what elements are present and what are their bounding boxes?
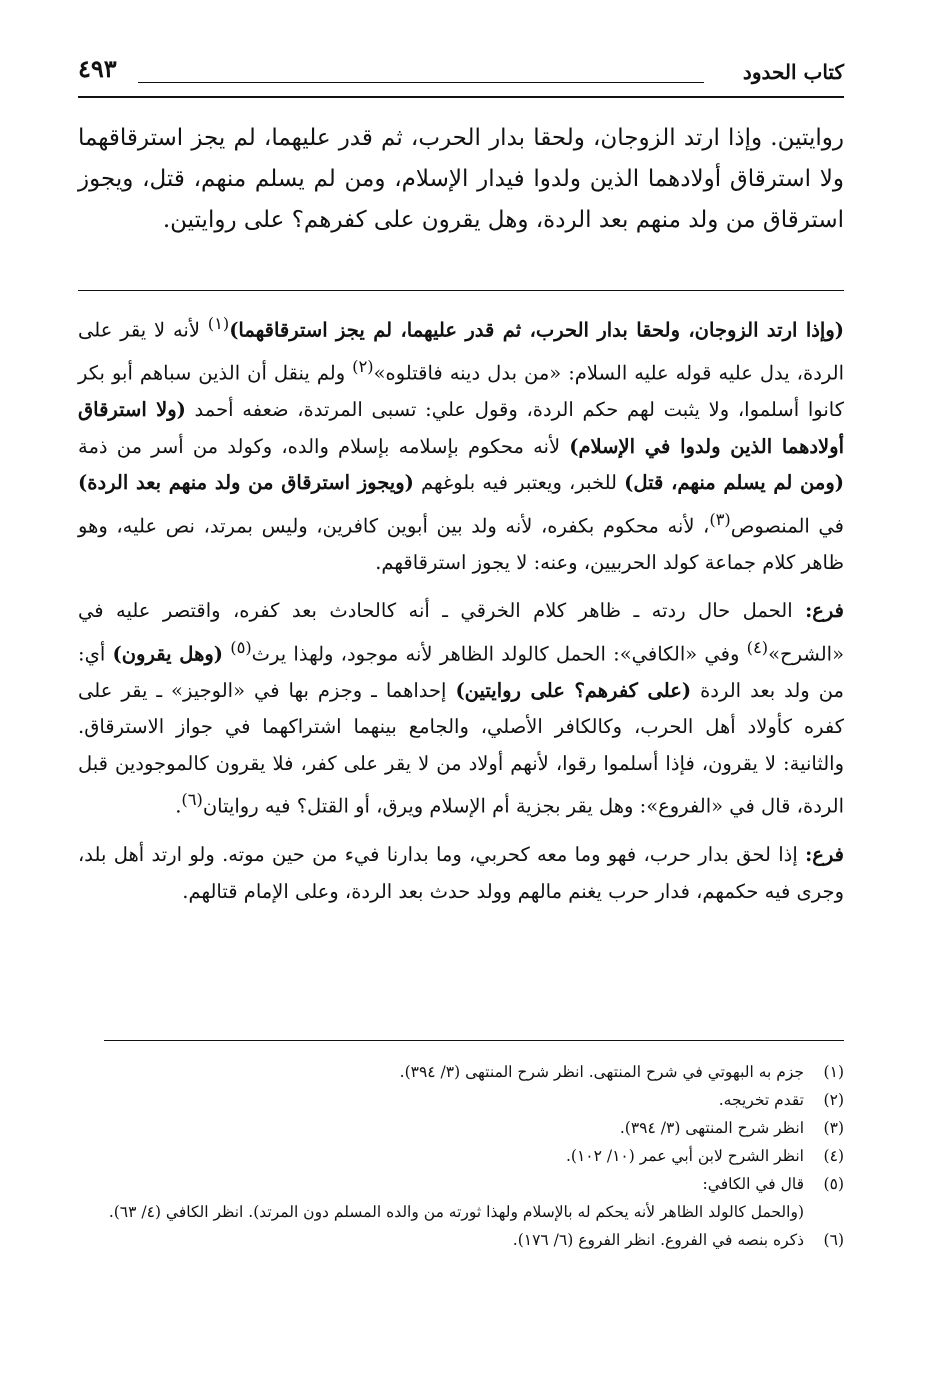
footnote-text: تقدم تخريجه. [718, 1091, 804, 1109]
running-title: كتاب الحدود [742, 60, 844, 84]
footnote-number: (٤) [823, 1147, 844, 1165]
page-number: ٤٩٣ [78, 54, 117, 83]
header-leader-line [138, 82, 704, 83]
quoted-matn: (وهل يقرون) [112, 642, 224, 665]
commentary-text: للخبر، ويعتبر فيه بلوغهم [413, 471, 625, 494]
footnote-continuation: (والحمل كالولد الظاهر لأنه يحكم له بالإسلام ولهذا ثورته من والده المسلم دون المرتد). انظر الكافي (٤/ ٦٣). [108, 1203, 804, 1221]
footnote [78, 1086, 844, 1114]
quoted-matn: (ولا استرقاق أولادهما الذين ولدوا في الإسلام) [78, 398, 844, 458]
section-label: فرع: [805, 599, 844, 622]
footnote-ref: (٤) [746, 637, 769, 657]
commentary-text: لأنه لا يقر على الردة، يدل عليه قوله عليه السلام: «من بدل دينه فاقتلوه» [78, 318, 844, 385]
section-label: فرع: [805, 843, 844, 866]
footnote [78, 1142, 844, 1170]
footnote-ref: (٢) [352, 357, 374, 376]
footnotes [78, 1058, 844, 1254]
quoted-matn: (وإذا ارتد الزوجان، ولحقا بدار الحرب، ثم قدر عليهما، لم يجز استرقاقهما) [229, 318, 844, 342]
commentary-text: ، لأنه محكوم بكفره، لأنه ولد بين أبوين كافرين، وليس بمرتد، نص عليه، وهو ظاهر كلام جماعة كولد الحربيين، وعنه: لا يجوز استرقاقهم. [78, 514, 844, 574]
commentary-text: وفي «الكافي»: الحمل كالولد الظاهر لأنه موجود، ولهذا يرث [251, 642, 747, 665]
commentary-text: الحمل حال ردته ـ ظاهر كلام الخرقي ـ أنه كالحادث بعد كفره، واقتصر عليه في «الشرح» [78, 599, 845, 665]
commentary-text: أي: من ولد بعد الردة [78, 642, 844, 702]
footnote-number: (٥) [823, 1175, 844, 1193]
quoted-matn: (ومن لم يسلم منهم، قتل) [624, 471, 844, 494]
footnote-ref: (٥) [230, 637, 252, 657]
footnote [78, 1058, 844, 1086]
footnote-number: (٣) [823, 1119, 844, 1137]
footnote-ref: (٣) [709, 509, 731, 529]
page-header [78, 54, 844, 94]
commentary-text: ولم ينقل أن الذين سباهم أبو بكر كانوا أسلموا، ولا يثبت لهم حكم الردة، وقول علي: تسبى المرتدة، ضعفه أحمد [78, 361, 844, 421]
footnote-text: قال في الكافي: [702, 1175, 804, 1193]
footnote-number: (٢) [823, 1091, 844, 1109]
commentary-text: إذا لحق بدار حرب، فهو وما معه كحربي، وما بدارنا فيء من حين موته. ولو ارتد أهل بلد، وجرى فيه حكمهم، فدار حرب يغنم مالهم وولد حدث بعد الردة، وعلى الإمام قتالهم. [78, 843, 844, 903]
footnote-ref: (١) [207, 314, 230, 333]
footnote-number: (٦) [823, 1231, 844, 1249]
footnote [78, 1170, 844, 1198]
commentary [78, 306, 844, 922]
footnote-number: (١) [823, 1063, 844, 1081]
footnote-text: ذكره بنصه في الفروع. انظر الفروع (٦/ ١٧٦). [512, 1231, 804, 1249]
footnote-text: جزم به البهوتي في شرح المنتهى. انظر شرح المنتهى (٣/ ٣٩٤). [399, 1063, 804, 1081]
matn-text: روايتين. وإذا ارتد الزوجان، ولحقا بدار الحرب، ثم قدر عليهما، لم يجز استرقاقهما ولا استرقاق أولادهما الذين ولدوا فيدار الإسلام، ومن لم يسلم منهم، قتل، ويجوز استرقاق من ولد منهم بعد الردة، وهل يقرون على كفرهم؟ على روايتين. [78, 125, 844, 233]
commentary-text: في المنصوص [730, 514, 844, 537]
footnote-ref: (٦) [181, 790, 203, 809]
commentary-text: إحداهما ـ وجزم بها في «الوجيز» ـ يقر على كفره كأولاد أهل الحرب، وكالكافر الأصلي، والجامع بينهما اشتراكهما في جواز الاسترقاق. والثانية: لا يقرون، فإذا أسلموا رقوا، لأنهم أولاد من لا يقر على كفر، فلا يقرون كالموجودين قبل الردة، قال في «الفروع»: وهل يقر بجزية أم الإسلام ويرق، أو القتل؟ فيه روايتان [78, 678, 844, 818]
commentary-paragraph-1 [78, 306, 844, 581]
matn-separator [78, 290, 844, 291]
commentary-text: . [175, 794, 182, 818]
footnote [78, 1226, 844, 1254]
footnote-text: انظر الشرح لابن أبي عمر (١٠/ ١٠٢). [565, 1147, 804, 1165]
commentary-paragraph-3 [78, 837, 844, 910]
footnote [78, 1114, 844, 1142]
footnote-separator [104, 1040, 844, 1041]
commentary-text: لأنه محكوم بإسلامه بإسلام والده، وكولد من أسر من ذمة [78, 434, 570, 458]
quoted-matn: (ويجوز استرقاق من ولد منهم بعد الردة) [78, 471, 414, 494]
quoted-matn: (على كفرهم؟ على روايتين) [455, 678, 692, 702]
footnote-text: انظر شرح المنتهى (٣/ ٣٩٤). [619, 1119, 804, 1137]
header-rule [78, 96, 844, 98]
commentary-paragraph-2 [78, 593, 844, 825]
